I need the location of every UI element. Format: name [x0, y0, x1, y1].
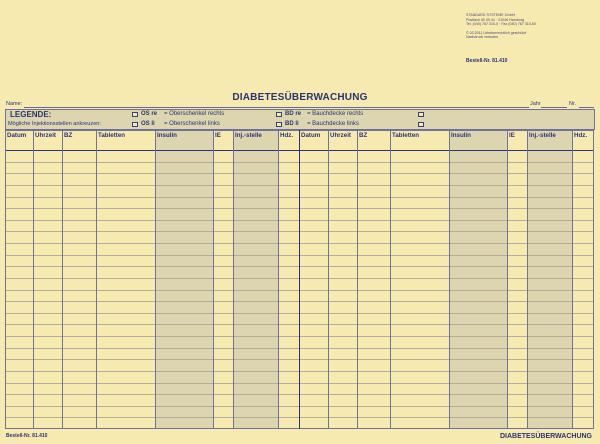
col-header-inj-stelle: Inj.-stelle [235, 132, 262, 139]
legend-code-os-li: OS li [141, 121, 155, 127]
checkbox-extra-1[interactable] [418, 112, 424, 117]
publisher-line: Postfach 60 09 41 · 21046 Hamburg [466, 17, 524, 22]
col-header-insulin: Insulin [157, 132, 177, 139]
year-field[interactable] [541, 107, 567, 108]
name-field[interactable] [24, 107, 529, 108]
col-header-datum: Datum [7, 132, 27, 139]
legend-desc-os-li: = Oberschenkel links [164, 121, 220, 127]
copyright-line: Nachdruck verboten [466, 35, 499, 40]
publisher-info [466, 13, 596, 40]
col-header-uhrzeit-right: Uhrzeit [330, 132, 351, 139]
footer-order-number: Bestell-Nr. 81.410 [6, 433, 48, 439]
legend-desc-os-re: = Oberschenkel rechts [164, 111, 225, 117]
col-header-datum-right: Datum [301, 132, 321, 139]
legend-desc-bd-re: = Bauchdecke rechts [307, 111, 364, 117]
year-label: Jahr [530, 101, 541, 107]
checkbox-os-li[interactable] [132, 122, 138, 127]
col-header-ie-right: IE [509, 132, 515, 139]
col-header-inj-stelle-right: Inj.-stelle [529, 132, 556, 139]
form-title: DIABETESÜBERWACHUNG [232, 92, 368, 103]
legend-heading: LEGENDE: [10, 110, 52, 119]
legend-code-os-re: OS re [141, 111, 158, 117]
checkbox-os-re[interactable] [132, 112, 138, 117]
legend-desc-bd-li: = Bauchdecke links [307, 121, 359, 127]
number-field[interactable] [579, 107, 594, 108]
col-header-hdz-right: Hdz. [574, 132, 588, 139]
name-label: Name: [6, 101, 23, 107]
footer-title: DIABETESÜBERWACHUNG [499, 433, 592, 440]
legend-subheading: Mögliche Injektionsstellen ankreuzen: [8, 121, 101, 127]
col-header-tabletten: Tabletten [98, 132, 126, 139]
checkbox-extra-2[interactable] [418, 122, 424, 127]
col-header-bz: BZ [64, 132, 73, 139]
log-table [5, 130, 594, 429]
col-header-insulin-right: Insulin [451, 132, 471, 139]
col-header-bz-right: BZ [359, 132, 368, 139]
legend-box [5, 109, 595, 130]
legend-code-bd-re: BD re [285, 111, 302, 117]
publisher-line: Tel. (040) 767 310-0 · Fax (040) 767 310-60 [466, 22, 536, 27]
copyright-line: © 03.2011 Urheberrechtlich geschützt [466, 30, 527, 35]
checkbox-bd-re[interactable] [276, 112, 282, 117]
col-header-hdz: Hdz. [280, 132, 294, 139]
col-header-uhrzeit: Uhrzeit [35, 132, 56, 139]
legend-code-bd-li: BD li [285, 121, 299, 127]
col-header-ie: IE [215, 132, 221, 139]
order-number-top: Bestell-Nr. 81.410 [466, 58, 508, 64]
col-header-tabletten-right: Tabletten [392, 132, 420, 139]
publisher-line: STANDARD SYSTEME GmbH [466, 13, 516, 17]
name-row [6, 101, 594, 108]
number-label: Nr. [569, 101, 577, 107]
checkbox-bd-li[interactable] [276, 122, 282, 127]
